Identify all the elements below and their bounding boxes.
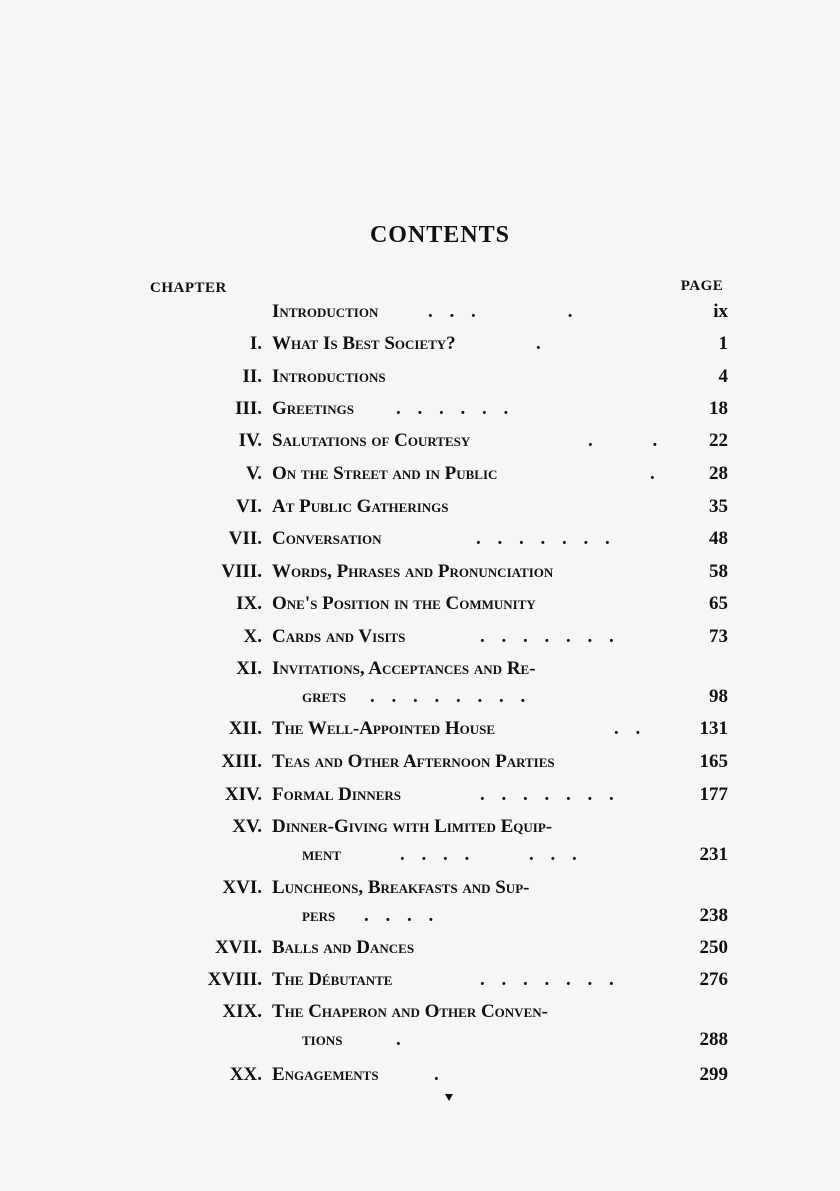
toc-entry-page: 65 [709, 593, 728, 614]
toc-entry-title: At Public Gatherings [272, 496, 449, 517]
toc-entry-title-continued: grets [302, 686, 347, 707]
toc-entry [0, 1060, 840, 1090]
dot-leader: . . . . [364, 905, 440, 926]
toc-entry-title: Greetings [272, 398, 354, 419]
toc-entry [0, 622, 840, 652]
page-column-header: PAGE [680, 278, 724, 294]
chapter-column-header: CHAPTER [150, 280, 227, 296]
toc-entry-page: 288 [699, 1029, 728, 1050]
toc-entry-title: Dinner-Giving with Limited Equip- [272, 816, 553, 837]
dot-leader: . . . . . . [396, 398, 515, 419]
toc-entry-title: Engagements [272, 1064, 379, 1085]
dot-leader: . . . . . . . [480, 784, 620, 805]
toc-entry-page: ix [713, 301, 728, 322]
toc-entry [0, 459, 840, 489]
toc-entry [0, 714, 840, 744]
toc-entry-continuation [0, 901, 840, 931]
toc-entry-title: Luncheons, Breakfasts and Sup- [272, 877, 530, 898]
toc-entry-page: 4 [718, 366, 728, 387]
toc-entry [0, 965, 840, 995]
dot-leader: . [434, 1064, 445, 1085]
toc-entry [0, 812, 840, 842]
toc-entry-page: 276 [699, 969, 728, 990]
dot-leader: . . [614, 718, 647, 739]
dot-leader: . [650, 463, 661, 484]
page-title: CONTENTS [369, 222, 511, 248]
toc-entry-number: VII. [228, 528, 262, 549]
toc-entry-page: 58 [709, 561, 728, 582]
dot-leader: . . . . . . . [480, 626, 620, 647]
toc-entry-continuation [0, 840, 840, 870]
toc-entry-title: Invitations, Acceptances and Re- [272, 658, 536, 679]
dot-leader: . [536, 333, 547, 354]
toc-entry [0, 780, 840, 810]
toc-entry [0, 524, 840, 554]
toc-entry [0, 362, 840, 392]
toc-entry [0, 297, 840, 327]
toc-entry [0, 492, 840, 522]
toc-entry-title: Teas and Other Afternoon Parties [272, 751, 555, 772]
toc-entry-page: 177 [699, 784, 728, 805]
toc-entry-page: 22 [709, 430, 728, 451]
toc-entry [0, 426, 840, 456]
toc-entry-page: 165 [699, 751, 728, 772]
toc-entry-number: I. [249, 333, 262, 354]
toc-entry-page: 48 [709, 528, 728, 549]
toc-entry [0, 329, 840, 359]
toc-entry [0, 873, 840, 903]
toc-entry-title: Cards and Visits [272, 626, 406, 647]
toc-entry-page: 98 [709, 686, 728, 707]
toc-entry-title: One's Position in the Community [272, 593, 536, 614]
toc-entry [0, 747, 840, 777]
toc-entry-title: The Débutante [272, 969, 393, 990]
toc-entry-title-continued: tions [302, 1029, 343, 1050]
toc-entry-page: 238 [699, 905, 728, 926]
dot-leader: . . . . . . . [476, 528, 616, 549]
toc-entry-page: 131 [699, 718, 728, 739]
toc-entry-number: III. [235, 398, 262, 419]
toc-entry-title: The Well-Appointed House [272, 718, 496, 739]
toc-entry-page: 35 [709, 496, 728, 517]
toc-entry-number: V. [245, 463, 262, 484]
toc-entry-number: IV. [238, 430, 262, 451]
dot-leader: . . . . . . . [480, 969, 620, 990]
toc-entry-title: What Is Best Society? [272, 333, 456, 354]
toc-entry-number: II. [242, 366, 262, 387]
toc-entry [0, 654, 840, 684]
toc-entry [0, 997, 840, 1027]
toc-entry-page: 18 [709, 398, 728, 419]
toc-entry-number: XI. [236, 658, 262, 679]
toc-entry [0, 589, 840, 619]
toc-entry-number: XIV. [224, 784, 262, 805]
toc-entry-continuation [0, 1025, 840, 1055]
toc-entry-title: Words, Phrases and Pronunciation [272, 561, 554, 582]
dot-leader: . . [588, 430, 664, 451]
toc-entry-title: Introductions [272, 366, 386, 387]
toc-entry-number: XIII. [221, 751, 262, 772]
toc-entry-title: Balls and Dances [272, 937, 415, 958]
toc-entry-page: 1 [718, 333, 728, 354]
toc-entry [0, 933, 840, 963]
dot-leader: . . . . [428, 301, 579, 322]
toc-entry-title: Formal Dinners [272, 784, 402, 805]
toc-entry-number: X. [243, 626, 262, 647]
toc-entry-page: 250 [699, 937, 728, 958]
toc-entry-number: XIX. [222, 1001, 262, 1022]
toc-entry [0, 557, 840, 587]
toc-entry-page: 299 [699, 1064, 728, 1085]
dot-leader: . . . . . . . [400, 844, 583, 865]
toc-entry-continuation [0, 682, 840, 712]
toc-entry-number: XVIII. [207, 969, 262, 990]
toc-entry-title: Introduction [272, 301, 379, 322]
toc-entry-number: VIII. [221, 561, 262, 582]
toc-entry-number: XII. [228, 718, 262, 739]
toc-entry-number: IX. [236, 593, 262, 614]
dot-leader: . . . . . . . . [370, 686, 532, 707]
toc-entry-title: Conversation [272, 528, 382, 549]
toc-entry-number: VI. [236, 496, 262, 517]
toc-entry-page: 28 [709, 463, 728, 484]
toc-entry-page: 231 [699, 844, 728, 865]
toc-entry-number: XVI. [222, 877, 262, 898]
toc-entry [0, 394, 840, 424]
toc-entry-title: On the Street and in Public [272, 463, 498, 484]
toc-entry-page: 73 [709, 626, 728, 647]
dot-leader: . [396, 1029, 407, 1050]
toc-entry-title-continued: pers [302, 905, 336, 926]
toc-entry-number: XX. [229, 1064, 262, 1085]
page-folio-mark [437, 1090, 461, 1106]
toc-entry-number: XVII. [215, 937, 262, 958]
toc-entry-title-continued: ment [302, 844, 341, 865]
toc-entry-title: Salutations of Courtesy [272, 430, 471, 451]
toc-entry-title: The Chaperon and Other Conven- [272, 1001, 548, 1022]
toc-entry-number: XV. [232, 816, 262, 837]
